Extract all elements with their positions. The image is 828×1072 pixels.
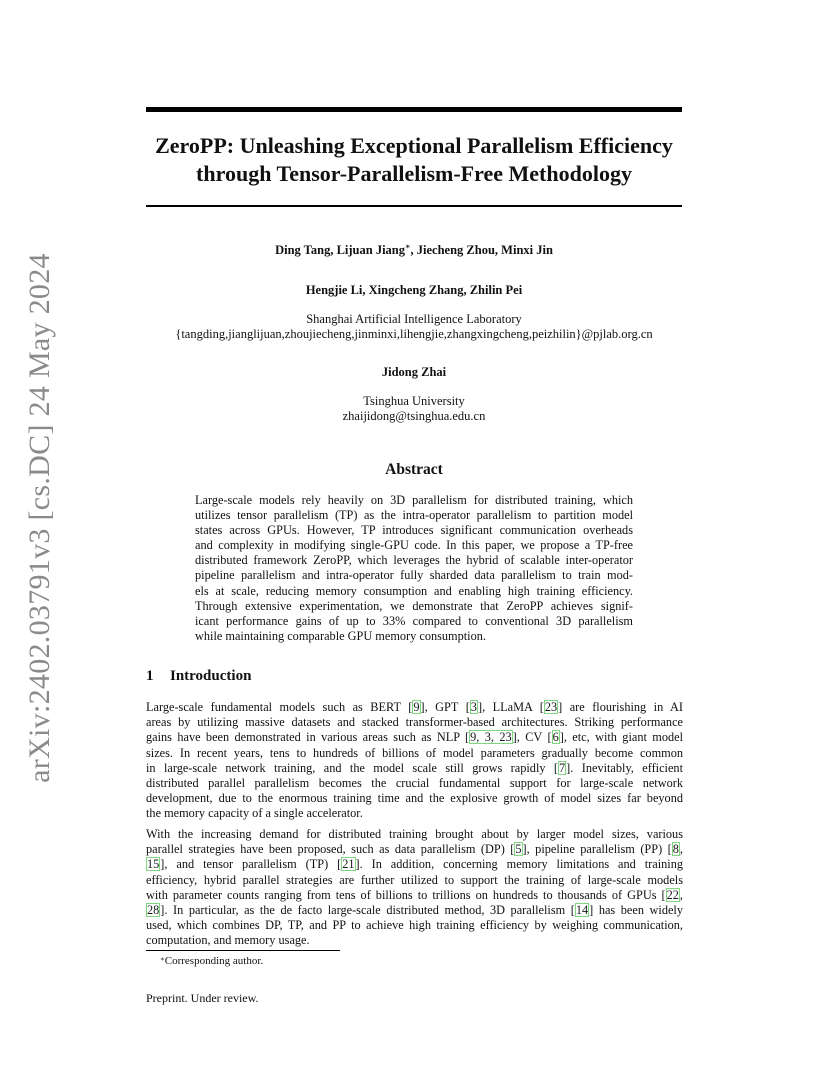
- paragraph-text: used, which combines DP, TP, and PP to achieve high training efficiency by weighing communication,: [146, 918, 683, 933]
- citation-bracket: ]: [160, 857, 165, 872]
- abstract-line: pipeline parallelism and intra-operator fully sharded data parallelism to train mod-: [195, 568, 633, 583]
- citation-bracket: ]: [559, 730, 564, 745]
- citation-link[interactable]: 9: [413, 700, 420, 714]
- paragraph-text: sizes. In recent years, tens to hundreds of billions of model parameters gradually become common: [146, 745, 683, 760]
- paragraph-line: [146, 761, 683, 776]
- paragraph-text: , etc, with giant model: [563, 730, 684, 745]
- citation-bracket: [: [667, 842, 672, 857]
- paragraph-text: areas by utilizing massive datasets and stacked transformer-based architectures. Striking performance: [146, 715, 683, 730]
- citation-link[interactable]: 8: [672, 842, 679, 857]
- citation-bracket: [: [510, 842, 515, 857]
- paragraph-line: [146, 806, 683, 821]
- email-1: {tangding,jianglijuan,zhoujiecheng,jinminxi,lihengjie,zhangxingcheng,peizhilin}@pjlab.org.cn: [175, 327, 653, 341]
- citation-link[interactable]: 9, 3, 23: [470, 730, 512, 745]
- citation-bracket: ]: [522, 842, 527, 857]
- author-line-1: [146, 243, 682, 258]
- paragraph-line: [146, 842, 683, 857]
- author-names-a: Ding Tang, Lijuan Jiang: [275, 243, 405, 257]
- paragraph-line: [146, 746, 683, 761]
- citation-link[interactable]: 5: [515, 842, 522, 857]
- abstract-line: Through extensive experimentation, we demonstrate that ZeroPP achieves signif-: [195, 598, 633, 613]
- author-names-b: , Jiecheng Zhou, Minxi Jin: [410, 243, 553, 257]
- citation-bracket: ]: [477, 700, 483, 714]
- arxiv-stamp-text: arXiv:2402.03791v3 [cs.DC] 24 May 2024: [23, 252, 56, 783]
- abstract-line: and complexity in modifying single-GPU code. In this paper, we propose a TP-free: [195, 538, 633, 553]
- abstract-line: while maintaining comparable GPU memory consumption.: [195, 628, 486, 643]
- paragraph-text: , and tensor parallelism (TP): [164, 857, 338, 872]
- abstract-line: distributed framework ZeroPP, which leverages the hybrid of scalable inter-operator: [195, 553, 633, 568]
- paragraph-text: , LLaMA: [482, 700, 540, 714]
- paragraph-text: with parameter counts ranging from tens of billions to trillions on hundreds to thousands of GPUs: [146, 887, 662, 902]
- affiliation-1: Shanghai Artificial Intelligence Laboratory: [306, 312, 522, 326]
- paper-title: [146, 132, 682, 188]
- paragraph-text: . Inevitably, efficient: [570, 760, 684, 775]
- section-number: 1: [146, 668, 154, 684]
- arxiv-identifier-stamp: [20, 252, 60, 783]
- affiliation-2: Tsinghua University: [363, 394, 465, 408]
- footnote-mark: ∗: [160, 955, 165, 963]
- abstract-heading: Abstract: [385, 461, 443, 478]
- paragraph-line: [146, 888, 683, 903]
- citation-bracket: ]: [558, 700, 563, 714]
- citation-bracket: [: [465, 730, 470, 745]
- citation-bracket: ]: [512, 730, 517, 745]
- paragraph-text: , pipeline parallelism (PP): [526, 842, 668, 857]
- citation-bracket: [: [465, 700, 470, 714]
- paragraph-line: [146, 791, 683, 806]
- citation-link[interactable]: 6: [552, 730, 559, 745]
- section-heading: [146, 668, 251, 685]
- footnote-rule: [146, 950, 340, 951]
- paragraph-text: in large-scale network training, and the model scale still grows rapidly: [146, 760, 554, 775]
- paragraph-text: With the increasing demand for distributed training brought about by larger model sizes, various: [146, 827, 683, 841]
- paragraph-line: [146, 857, 683, 872]
- paragraph-line: [146, 903, 683, 918]
- paragraph-text: , CV: [516, 730, 548, 745]
- title-bottom-rule: [146, 205, 682, 207]
- paragraph-text: development, due to the enormous training time and the explosive growth of model sizes far beyond: [146, 791, 683, 806]
- citation-bracket: [: [337, 857, 342, 872]
- paragraph-text: , GPT: [424, 700, 466, 714]
- intro-paragraph-1: [146, 700, 683, 822]
- citation-bracket: [: [570, 902, 575, 917]
- author-line-3: Jidong Zhai: [381, 365, 447, 379]
- citation-link[interactable]: 21: [342, 857, 355, 872]
- footnote-text: Corresponding author.: [164, 955, 264, 967]
- abstract-line: icant performance gains of up to 33% compared to conventional 3D parallelism: [195, 613, 633, 628]
- paragraph-text: parallel strategies have been proposed, such as data parallelism (DP): [146, 842, 511, 857]
- citation-bracket: ]: [566, 760, 571, 775]
- corresponding-author-mark: ∗: [405, 242, 411, 251]
- paragraph-text: . In addition, concerning memory limitations and training: [359, 857, 683, 872]
- paragraph-text: computation, and memory usage.: [146, 933, 310, 948]
- citation-comma: ,: [679, 887, 683, 902]
- citation-link[interactable]: 22: [666, 887, 679, 902]
- paragraph-line: [146, 918, 683, 933]
- paragraph-text: efficiency, hybrid parallel strategies are further utilized to support the training of large-scale models: [146, 872, 683, 887]
- paragraph-line: [146, 700, 683, 715]
- paragraph-text: . In particular, as the de facto large-scale distributed method, 3D parallelism: [164, 902, 571, 917]
- citation-bracket: ]: [420, 700, 425, 714]
- citation-bracket: ]: [160, 902, 165, 917]
- citation-link[interactable]: 28: [147, 902, 160, 917]
- section-title: Introduction: [170, 668, 252, 684]
- abstract-body: [195, 493, 633, 644]
- citation-link[interactable]: 23: [544, 700, 558, 714]
- citation-link[interactable]: 15: [147, 857, 160, 872]
- paragraph-text: the memory capacity of a single accelerator.: [146, 806, 363, 821]
- abstract-line: Large-scale models rely heavily on 3D parallelism for distributed training, which: [195, 493, 633, 507]
- paragraph-text: distributed parallel parallelism becomes the crucial fundamental support for large-scale network: [146, 775, 683, 790]
- paragraph-line: [146, 776, 683, 791]
- citation-bracket: [: [408, 700, 413, 714]
- paragraph-line: [146, 827, 683, 842]
- title-line-2: through Tensor-Parallelism-Free Methodology: [196, 161, 632, 186]
- citation-link[interactable]: 14: [575, 902, 589, 917]
- citation-bracket: ]: [589, 902, 594, 917]
- abstract-line: utilizes tensor parallelism (TP) as the intra-operator parallelism to partition model: [195, 508, 633, 523]
- paragraph-line: [146, 715, 683, 730]
- paragraph-line: [146, 873, 683, 888]
- title-top-rule: [146, 107, 682, 112]
- preprint-note: Preprint. Under review.: [146, 991, 259, 1005]
- author-line-2: Hengjie Li, Xingcheng Zhang, Zhilin Pei: [305, 283, 523, 297]
- citation-bracket: [: [553, 760, 559, 775]
- citation-comma: ,: [679, 842, 683, 857]
- citation-bracket: ]: [355, 857, 360, 872]
- footnote: [160, 955, 263, 967]
- citation-bracket: [: [661, 887, 666, 902]
- abstract-line: states across GPUs. However, TP introduces significant communication overheads: [195, 523, 633, 538]
- title-line-1: ZeroPP: Unleashing Exceptional Parallelism Efficiency: [155, 133, 673, 158]
- citation-bracket: [: [539, 700, 544, 714]
- citation-bracket: [: [547, 730, 552, 745]
- citation-link[interactable]: 3: [470, 700, 477, 714]
- paragraph-text: gains have been demonstrated in various areas such as NLP: [146, 730, 466, 745]
- paragraph-text: has been widely: [593, 902, 683, 917]
- citation-link[interactable]: 7: [559, 760, 566, 775]
- paragraph-text: are flourishing in AI: [562, 700, 684, 714]
- paragraph-line: [146, 730, 683, 745]
- paragraph-line: [146, 933, 683, 948]
- email-2: zhaijidong@tsinghua.edu.cn: [342, 409, 486, 423]
- paragraph-text: Large-scale fundamental models such as BERT: [146, 700, 409, 714]
- intro-paragraph-2: [146, 827, 683, 949]
- abstract-line: els at scale, reducing memory consumption and enabling high training efficiency.: [195, 583, 633, 598]
